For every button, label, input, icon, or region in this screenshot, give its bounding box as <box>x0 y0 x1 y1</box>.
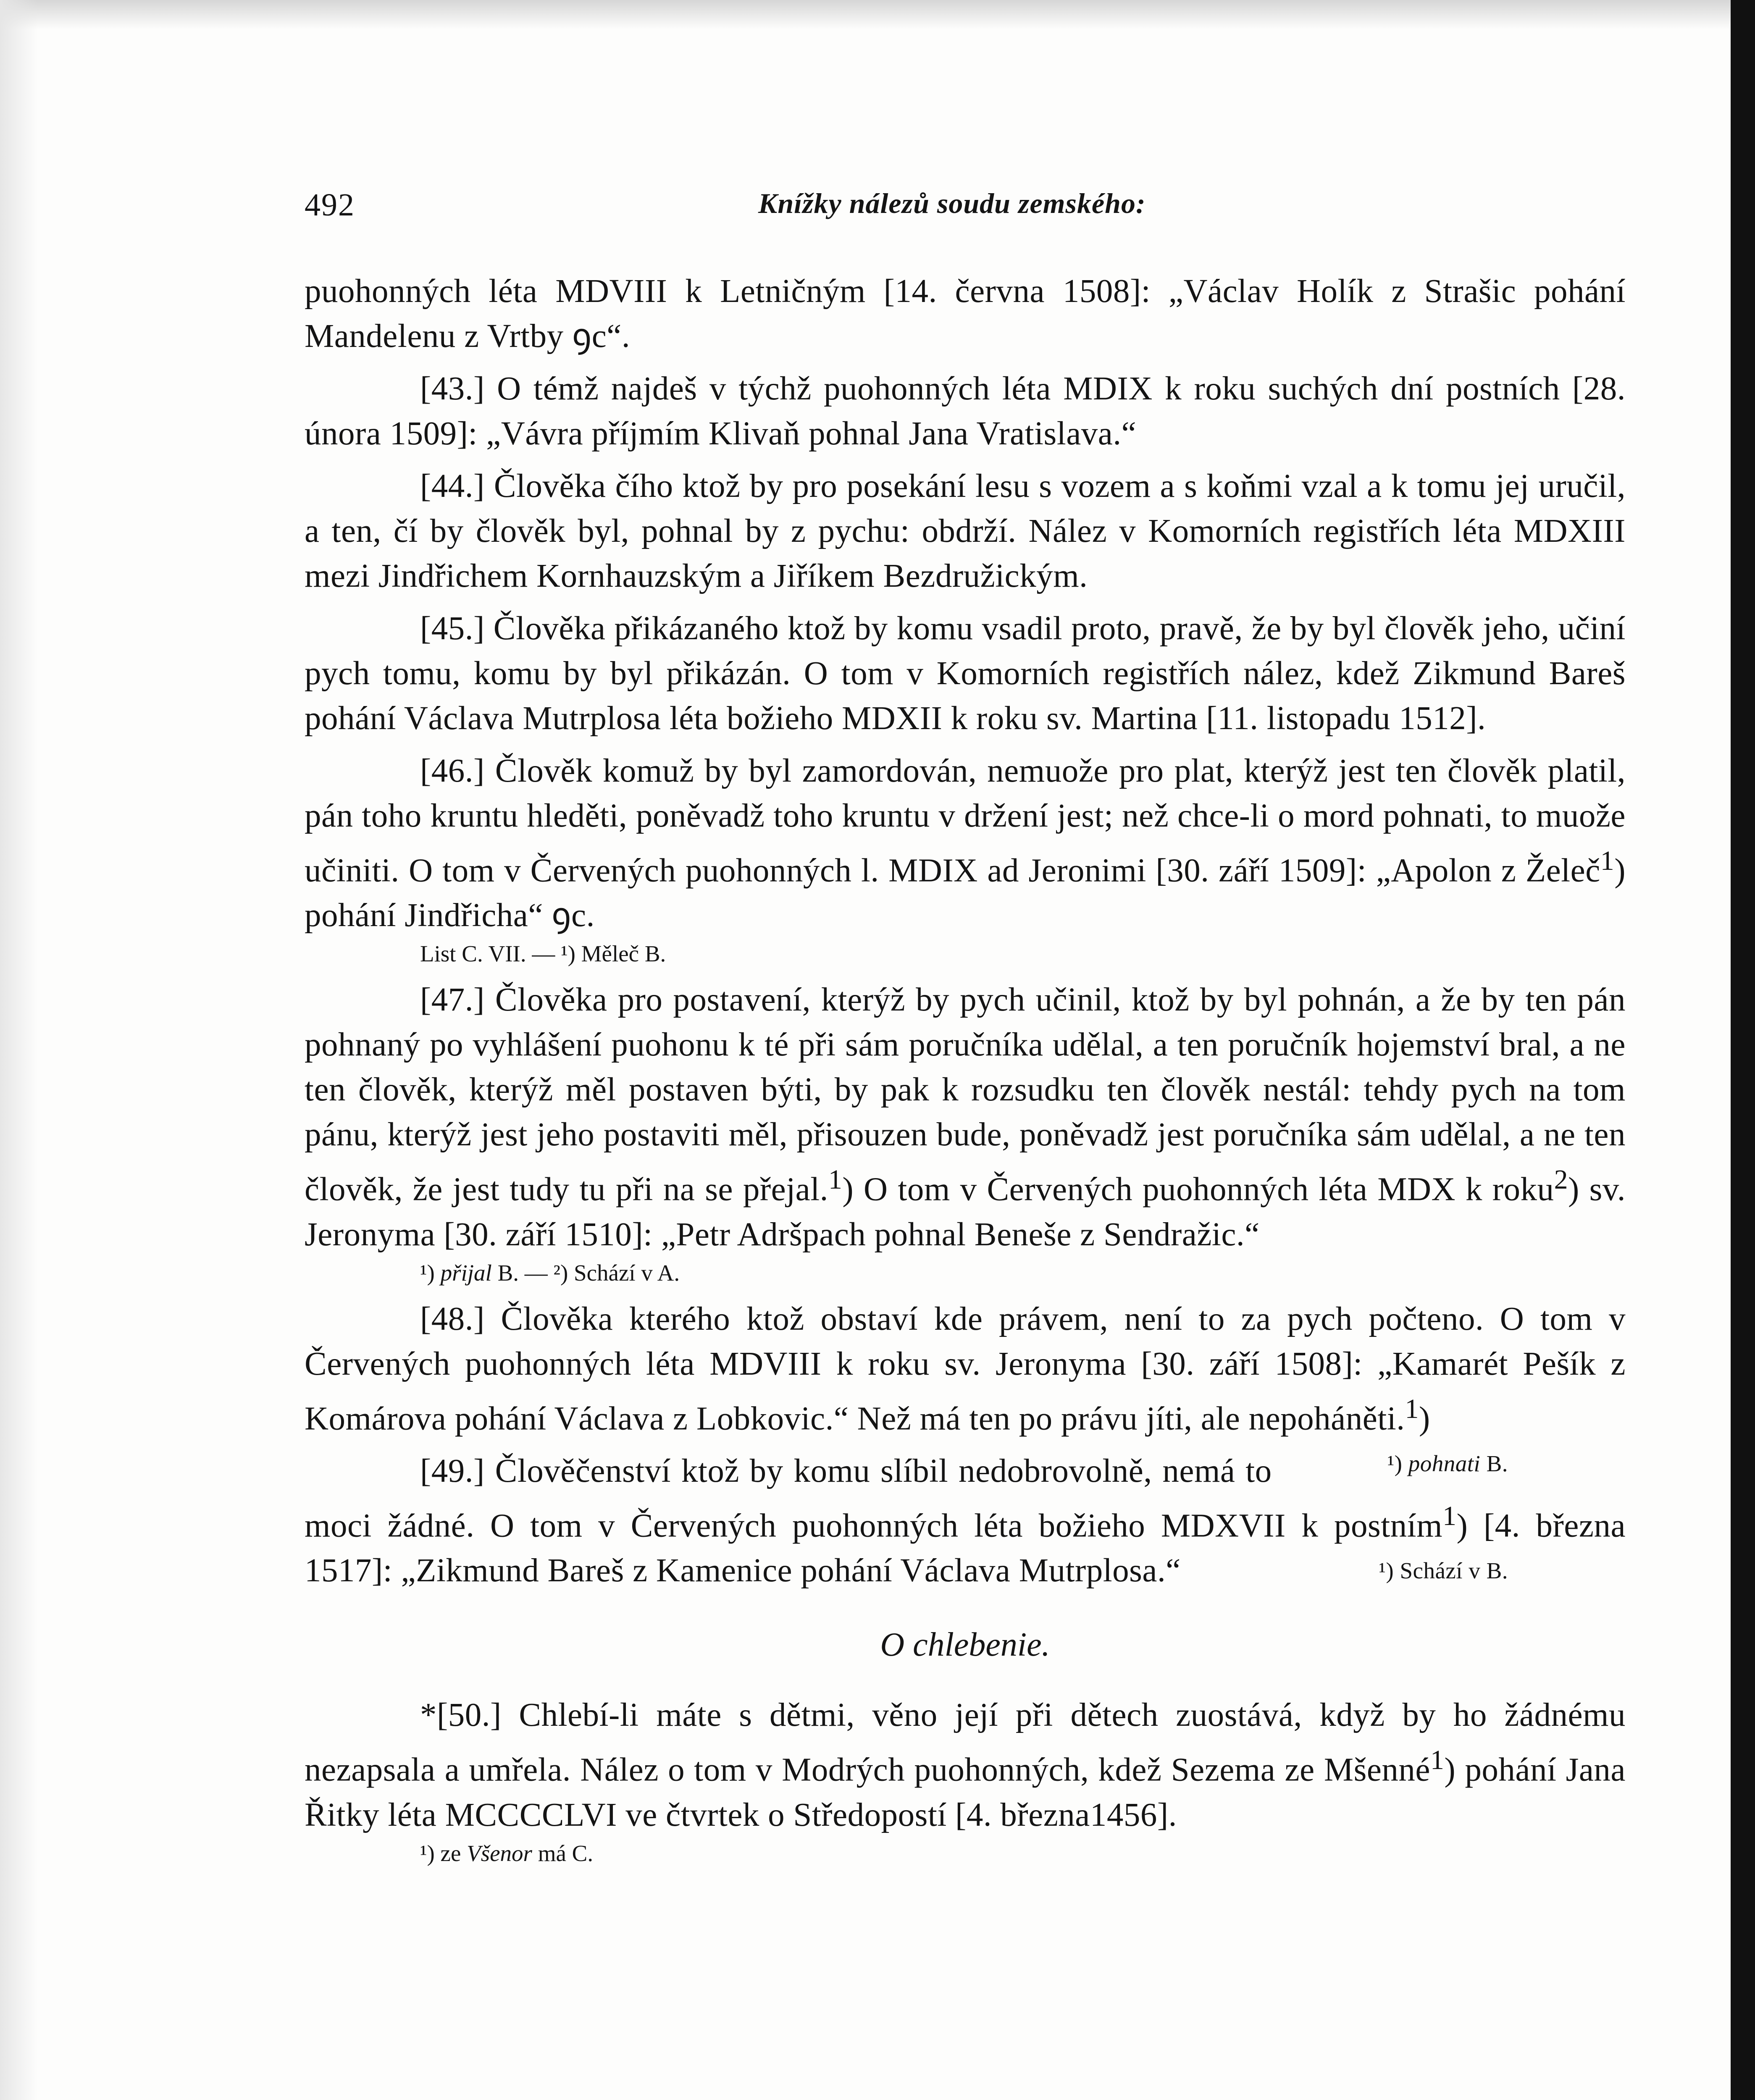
footnote-50-c: má C. <box>532 1840 594 1866</box>
footnote-50-variant: Všenor <box>467 1840 532 1866</box>
footnote-47-c: B. — ²) Schází v A. <box>491 1260 680 1286</box>
footnote-marker: 2 <box>1554 1164 1568 1195</box>
footnote-marker: 1 <box>1600 845 1615 876</box>
footnote-50 <box>420 1838 1626 1869</box>
paragraph-47 <box>305 977 1626 1257</box>
scan-edge-right <box>1731 0 1755 2100</box>
paragraph-48-text: [48.] Člověka kterého ktož obstaví kde právem, není to za pych počteno. O tom v Červených puohonných léta MDVIII k roku sv. Jeronyma [30. září 1508]: „Kamarét Pešík z Komárova pohání Václava z Lobkovic.“ Než má ten po právu jíti, ale nepoháněti. <box>305 1300 1626 1437</box>
paragraph-46-text-end: ) pohání Jindřicha“ ꝯc. <box>305 852 1626 934</box>
footnote-48-c: B. <box>1480 1450 1508 1476</box>
spacer <box>305 598 1626 606</box>
running-title: Knížky nálezů soudu zemského: <box>758 187 1146 219</box>
paragraph-50-text-end: ) pohání Jana Řitky léta MCCCCLVI ve čtvrtek o Středopostí [4. března1456]. <box>305 1751 1626 1833</box>
footnote-49: ¹) Schází v B. <box>1379 1558 1508 1584</box>
paragraph-49-text-end: ) [4. března 1517]: „Zikmund Bareš z Kamenice pohání Václava Mutrplosa.“ <box>305 1507 1626 1589</box>
paragraph-46-text: [46.] Člověk komuž by byl zamordován, nemuože pro plat, kterýž jest ten člověk platil, pán toho kruntu hleděti, poněvadž toho kruntu v držení jest; než chce-li o mord pohnati, to muože učiniti. O tom v Červených puohonných l. MDIX ad Jeronimi [30. září 1509]: „Apolon z Želeč <box>305 753 1626 889</box>
running-head <box>305 187 1626 233</box>
footnote-marker: 1 <box>1430 1745 1445 1776</box>
paragraph-44: [44.] Člověka čího ktož by pro posekání lesu s vozem a s koňmi vzal a k tomu jej uručil, a ten, čí by člověk byl, pohnal by z pychu: obdrží. Nález v Komorních registřích léta MDXIII mezi Jindřichem Kornhauzským a Jiříkem Bezdružickým. <box>305 468 1626 594</box>
footnote-48-a: ¹) <box>1387 1450 1408 1476</box>
paragraph-47-text-end: ) sv. Jeronyma [30. září 1510]: „Petr Adršpach pohnal Beneše z Sendražic.“ <box>305 1171 1626 1253</box>
scan-edge-top <box>0 0 1755 29</box>
paragraph-43: [43.] O témž najdeš v týchž puohonných léta MDIX k roku suchých dní postních [28. února 1509]: „Vávra příjmím Klivaň pohnal Jana Vratislava.“ <box>305 370 1626 452</box>
paragraph-48-text-end: ) <box>1419 1400 1430 1437</box>
section-heading: O chlebenie. <box>880 1626 1050 1664</box>
page-body <box>305 187 1626 1869</box>
page-number: 492 <box>305 187 355 223</box>
footnote-48-variant: pohnati <box>1408 1450 1481 1476</box>
paragraph-50 <box>305 1693 1626 1837</box>
paragraph-45: [45.] Člověka přikázaného ktož by komu vsadil proto, pravě, že by byl člověk jeho, učiní pych tomu, komu by byl přikázán. O tom v Komorních registřích nález, kdež Zikmund Bareš pohání Václava Mutrplosa léta božieho MDXII k roku sv. Martina [11. listopadu 1512]. <box>305 610 1626 737</box>
footnote-marker: 1 <box>828 1164 843 1195</box>
footnote-48 <box>1272 1441 1508 1486</box>
spacer <box>305 741 1626 748</box>
footnote-47 <box>420 1257 1626 1289</box>
paragraph-50-text: *[50.] Chlebí-li máte s dětmi, věno její při dětech zuostává, když by ho žádnému nezapsala a umřela. Nález o tom v Modrých puohonných, kdež Sezema ze Mšenné <box>305 1697 1626 1788</box>
spacer <box>305 970 1626 977</box>
footnote-marker: 1 <box>1405 1393 1419 1424</box>
paragraph-49-text: [49.] Člověčenství ktož by komu slíbil nedobrovolně, nemá to moci žádné. O tom v Červených puohonných léta božieho MDXVII k postním <box>305 1452 1443 1544</box>
spacer <box>305 1289 1626 1297</box>
spacer <box>305 456 1626 464</box>
footnote-marker: 1 <box>1442 1500 1457 1531</box>
paragraph-continuation: puohonných léta MDVIII k Letničným [14. června 1508]: „Václav Holík z Strašic pohání Mandelenu z Vrtby ꝯc“. <box>305 273 1626 354</box>
spacer <box>305 359 1626 366</box>
paragraph-46 <box>305 748 1626 938</box>
footnote-47-variant: přijal <box>440 1260 492 1286</box>
paragraph-48 <box>305 1297 1626 1476</box>
footnote-50-a: ¹) ze <box>420 1840 467 1866</box>
footnote-47-a: ¹) <box>420 1260 441 1286</box>
paragraph-47-text-mid: ) O tom v Červených puohonných léta MDX k roku <box>842 1171 1554 1208</box>
scan-edge-left <box>0 0 38 2100</box>
footnote-46: List C. VII. — ¹) Měleč B. <box>420 941 666 967</box>
paragraph-47-text: [47.] Člověka pro postavení, kterýž by pych učinil, ktož by byl pohnán, a že by ten pán pohnaný po vyhlášení puohonu k té při sám poručníka udělal, a ten poručník hojemství bral, a ne ten člověk, kterýž měl postaven býti, by pak k rozsudku ten člověk nestál: tehdy pych na tom pánu, kterýž jest jeho postaviti měl, přisouzen bude, poněvadž jest poručníka sám udělal, a ne ten člověk, že jest tudy tu při na se přejal. <box>305 982 1626 1208</box>
